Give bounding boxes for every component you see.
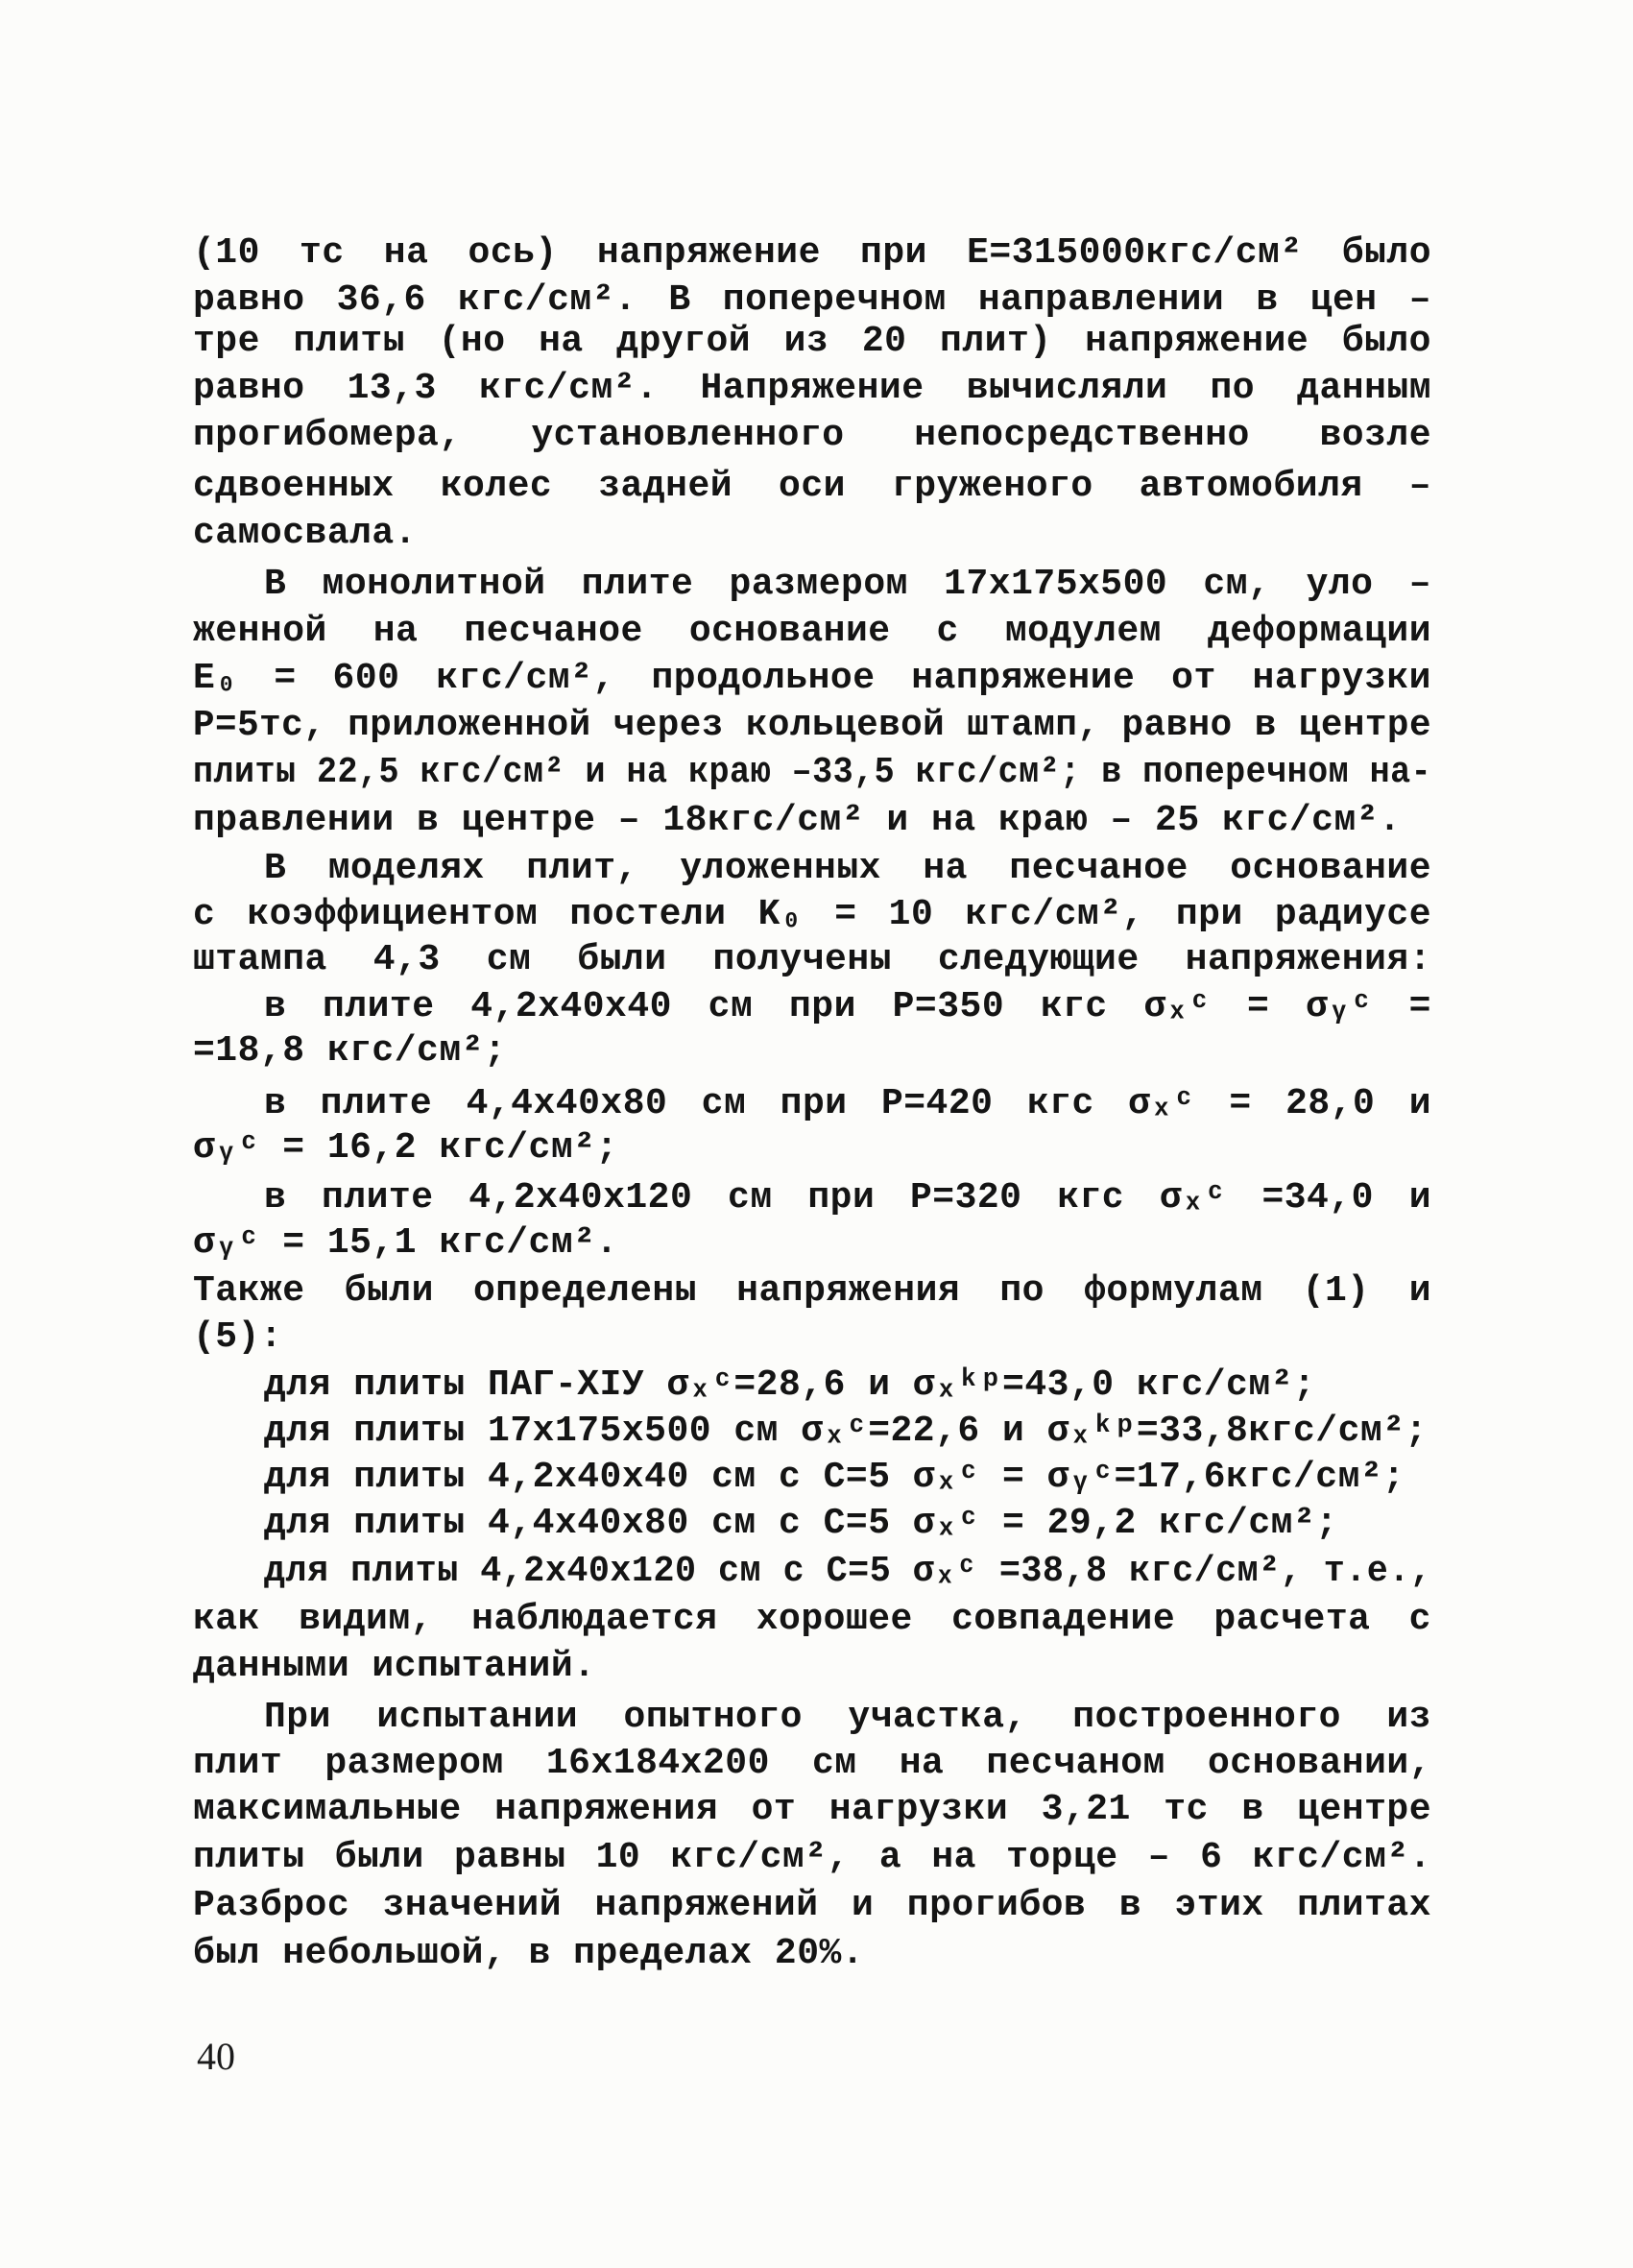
text-line: в плите 4,2x40x40 см при P=350 кгс σₓᶜ = σᵧᶜ = [264,986,1431,1027]
text-line: В монолитной плите размером 17x175x500 см, уло – [264,564,1431,605]
text-line: в плите 4,2x40x120 см при P=320 кгс σₓᶜ =34,0 и [264,1177,1431,1218]
text-line: P=5тс, приложенной через кольцевой штамп, равно в центре [193,705,1432,746]
text-line: для плиты 17x175x500 см σₓᶜ=22,6 и σₓᵏᵖ=33,8кгс/см²; [264,1411,1428,1452]
text-line: в плите 4,4x40x80 см при P=420 кгс σₓᶜ = 28,0 и [264,1083,1431,1124]
text-line: для плиты 4,2x40x40 см с C=5 σₓᶜ = σᵧᶜ=17,6кгс/см²; [264,1457,1405,1498]
text-line: правлении в центре – 18кгс/см² и на краю – 25 кгс/см². [193,800,1402,841]
text-line: для плиты 4,2x40x120 см с C=5 σₓᶜ =38,8 кгс/см², т.е., [264,1551,1432,1592]
text-line: (5): [193,1316,283,1358]
text-line: женной на песчаное основание с модулем деформации [193,611,1431,652]
text-line: прогибомера, установленного непосредственно возле [193,415,1431,456]
text-line: для плиты 4,4x40x80 см с C=5 σₓᶜ = 29,2 кгс/см²; [264,1503,1338,1544]
text-line: В моделях плит, уложенных на песчаное основание [264,848,1431,889]
text-line: (10 тс на ось) напряжение при E=315000кгс/см² было [193,232,1431,274]
text-line: Разброс значений напряжений и прогибов в этих плитах [193,1885,1431,1926]
text-line: для плиты ПАГ-XIУ σₓᶜ=28,6 и σₓᵏᵖ=43,0 кгс/см²; [264,1364,1316,1406]
text-line: равно 36,6 кгс/см². В поперечном направлении в цен – [193,279,1431,321]
text-line: данными испытаний. [193,1646,596,1687]
text-line: σᵧᶜ = 16,2 кгс/см²; [193,1127,618,1169]
text-line: равно 13,3 кгс/см². Напряжение вычисляли по данным [193,368,1431,409]
page-number: 40 [197,2035,235,2078]
text-line: максимальные напряжения от нагрузки 3,21 тс в центре [193,1789,1431,1830]
text-line: самосвала. [193,513,418,554]
text-line: как видим, наблюдается хорошее совпадение расчета с [193,1599,1431,1640]
text-line: σᵧᶜ = 15,1 кгс/см². [193,1222,618,1264]
text-line: плиты были равны 10 кгс/см², а на торце – 6 кгс/см². [193,1837,1431,1878]
text-line: штампа 4,3 см были получены следующие напряжения: [193,939,1431,980]
text-line: При испытании опытного участка, построенного из [264,1697,1431,1738]
text-line: =18,8 кгс/см²; [193,1030,507,1072]
text-line: был небольшой, в пределах 20%. [193,1933,865,1974]
text-line: E₀ = 600 кгс/см², продольное напряжение от нагрузки [193,658,1431,699]
text-line: Также были определены напряжения по формулам (1) и [193,1270,1431,1312]
text-line: с коэффициентом постели K₀ = 10 кгс/см², при радиусе [193,894,1431,935]
text-line: сдвоенных колес задней оси груженого автомобиля – [193,466,1431,507]
text-line: плит размером 16x184x200 см на песчаном основании, [193,1743,1431,1784]
text-line: плиты 22,5 кгс/см² и на краю –33,5 кгс/см²; в поперечном на- [193,752,1432,793]
text-line: тре плиты (но на другой из 20 плит) напряжение было [193,321,1431,362]
